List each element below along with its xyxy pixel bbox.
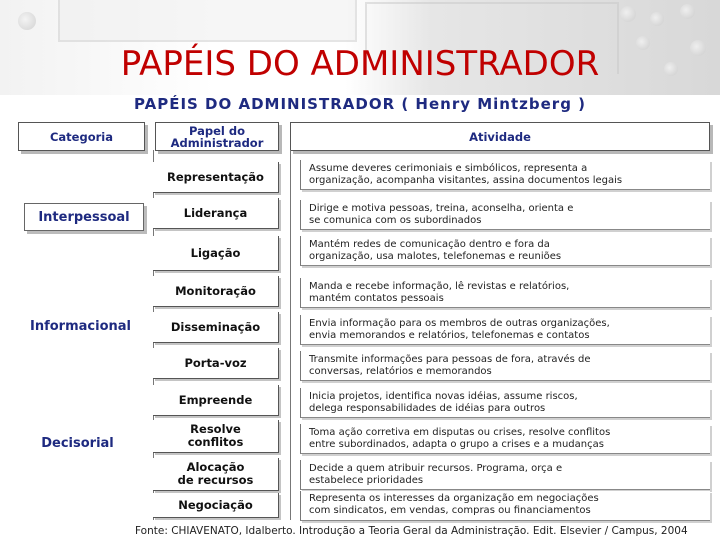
activity-line: Envia informação para os membros de outras organizações, <box>309 318 610 329</box>
activity-line: delega responsabilidades de idéias para outros <box>309 403 546 414</box>
activity-line: estabelece prioridades <box>309 475 424 486</box>
role-representacao: Representação <box>153 162 279 193</box>
activity-line: Dirige e motiva pessoas, treina, aconselha, orienta e <box>309 203 574 214</box>
activity-porta-voz <box>300 351 710 381</box>
decorative-sphere <box>650 12 664 26</box>
role-porta-voz: Porta-voz <box>153 348 279 379</box>
role-resolve-conflitos <box>153 420 279 453</box>
category-informacional: Informacional <box>30 318 131 334</box>
activity-alocacao-de-recursos <box>300 460 710 490</box>
activity-resolve-conflitos <box>300 424 710 454</box>
activity-line: Decide a quem atribuir recursos. Programa, orça e <box>309 463 563 474</box>
activity-line: organização, usa malotes, telefonemas e reuniões <box>309 251 562 262</box>
header-papel-line1: Papel do <box>189 123 245 138</box>
activity-line: mantém contatos pessoais <box>309 293 444 304</box>
activity-line: com sindicatos, em vendas, compras ou financiamentos <box>309 505 591 516</box>
activity-line: se comunica com os subordinados <box>309 215 482 226</box>
source-citation: Fonte: CHIAVENATO, Idalberto. Introdução a Teoria Geral da Administração. Edit. Elsevier / Campus, 2004 <box>135 525 688 537</box>
category-interpessoal: Interpessoal <box>24 203 144 231</box>
decorative-sphere <box>18 12 36 30</box>
role-negociacao: Negociação <box>153 493 279 518</box>
activity-representacao <box>300 160 710 190</box>
role-lideranca: Liderança <box>153 198 279 229</box>
role-line: Alocação <box>186 460 245 474</box>
role-alocacao-de-recursos <box>153 458 279 491</box>
activity-monitoracao <box>300 278 710 308</box>
role-line: conflitos <box>187 435 244 449</box>
category-decisorial: Decisorial <box>41 435 114 451</box>
activity-line: Manda e recebe informação, lê revistas e relatórios, <box>309 281 570 292</box>
role-line: Resolve <box>190 422 241 436</box>
slide-title: PAPÉIS DO ADMINISTRADOR <box>120 44 600 84</box>
activity-line: envia memorandos e relatórios, telefonemas e contatos <box>309 330 590 341</box>
decorative-frame <box>58 0 357 42</box>
activity-negociacao <box>300 491 710 521</box>
header-atividade: Atividade <box>290 122 710 151</box>
activity-line: organização, acompanha visitantes, assina documentos legais <box>309 175 623 186</box>
activity-line: Mantém redes de comunicação dentro e fora da <box>309 239 550 250</box>
activity-line: Assume deveres cerimoniais e simbólicos, representa a <box>309 163 588 174</box>
activity-line: Toma ação corretiva em disputas ou crises, resolve conflitos <box>309 427 611 438</box>
decorative-sphere <box>620 6 636 22</box>
activity-empreende <box>300 388 710 418</box>
role-monitoracao: Monitoração <box>153 276 279 307</box>
role-ligacao: Ligação <box>153 236 279 271</box>
column-divider <box>290 150 291 520</box>
document-title: PAPÉIS DO ADMINISTRADOR ( Henry Mintzberg ) <box>133 95 587 113</box>
activity-line: Representa os interesses da organização em negociações <box>309 493 599 504</box>
activity-line: Inicia projetos, identifica novas idéias, assume riscos, <box>309 391 578 402</box>
role-disseminacao: Disseminação <box>153 312 279 343</box>
activity-line: Transmite informações para pessoas de fora, através de <box>309 354 591 365</box>
role-line: de recursos <box>177 473 254 487</box>
activity-line: conversas, relatórios e memorandos <box>309 366 492 377</box>
activity-line: entre subordinados, adapta o grupo a crises e a mudanças <box>309 439 604 450</box>
activity-ligacao <box>300 236 710 266</box>
decorative-sphere <box>680 4 695 19</box>
activity-lideranca <box>300 200 710 230</box>
header-papel <box>155 122 279 151</box>
role-empreende: Empreende <box>153 385 279 416</box>
header-papel-line2: Administrador <box>170 135 264 150</box>
header-categoria: Categoria <box>18 122 145 151</box>
activity-disseminacao <box>300 315 710 345</box>
